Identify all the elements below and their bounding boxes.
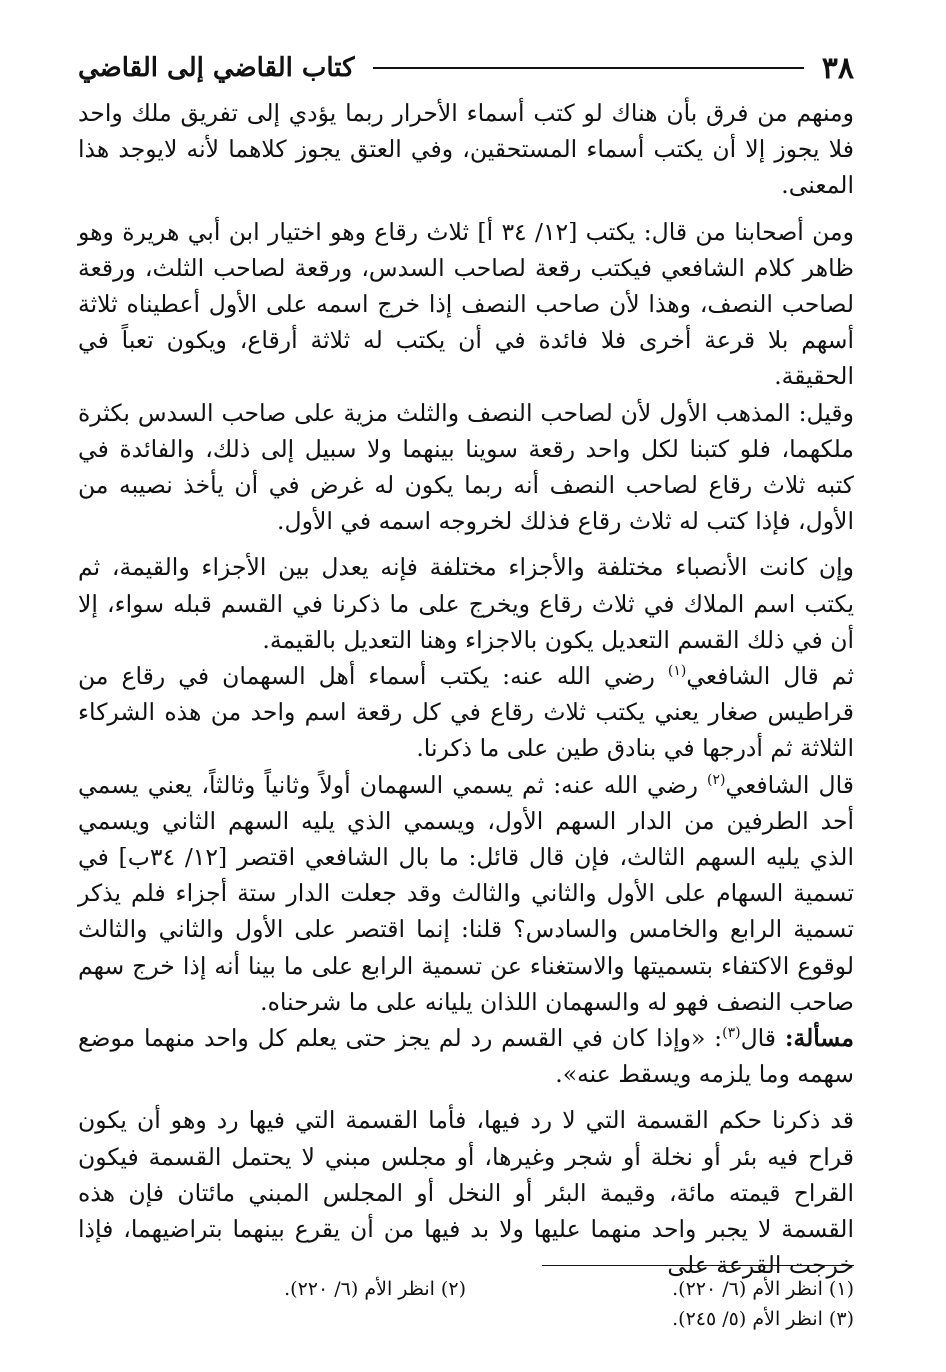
footnote-marker: (٢)	[707, 771, 726, 788]
running-title: كتاب القاضي إلى القاضي	[78, 53, 355, 83]
footnotes	[78, 1274, 854, 1334]
paragraph: قد ذكرنا حكم القسمة التي لا رد فيها، فأما القسمة التي فيها رد وهو أن يكون قراح فيه بئر أو نخلة أو شجر وغيرها، أو مجلس مبني لا يحتمل القسمة فيكون القراح قيمته مائة، وقيمة البئر أو النخل أو المجلس المبني مائتان فإن هذه القسمة لا يجبر واحد منهما عليها ولا بد فيها من أن يقرع بينهما بتراضيهما، فإذا خرجت القرعة على	[78, 1106, 854, 1280]
paragraph-text: : «وإذا كان في القسم رد لم يجز حتى يعلم كل واحد منهما موضع سهمه وما يلزمه ويسقط عنه».	[78, 1024, 854, 1089]
paragraph: وإن كانت الأنصباء مختلفة والأجزاء مختلفة فإنه يعدل بين الأجزاء والقيمة، ثم يكتب اسم الملاك في ثلاث رقاع ويخرج على ما ذكرنا في القسم قبله سواء، إلا أن في ذلك القسم التعديل يكون بالاجزاء وهنا التعديل بالقيمة.	[78, 553, 854, 654]
page-number: ٣٨	[821, 50, 854, 86]
page-header	[78, 48, 854, 88]
paragraph	[78, 658, 854, 767]
header-rule	[373, 67, 804, 69]
footnote-marker: (٣)	[722, 1025, 741, 1042]
paragraph: وقيل: المذهب الأول لأن لصاحب النصف والثلث مزية على صاحب السدس بكثرة ملكهما، فلو كتبنا لكل واحد رقعة سوينا بينهما ولا سبيل إلى ذلك، والفائدة في كتبه ثلاث رقاع لصاحب النصف أنه ربما يكون له غرض في أن يأخذ نصيبه من الأول، فإذا كتب له ثلاث رقاع فذلك لخروجه اسمه في الأول.	[78, 398, 854, 536]
paragraph-text: رضي الله عنه: ثم يسمي السهمان أولاً وثانياً وثالثاً، يعني يسمي أحد الطرفين من الدار السهم الأول، ويسمي الذي يليه السهم الثاني ويسمي الذي يليه السهم الثالث، فإن قال قائل: ما بال الشافعي اقتصر [١٢/ ٣٤ب] في تسمية السهام على الأول والثاني والثالث وقد جعلت الدار ستة أجزاء فلم يذكر تسمية الرابع والخامس والسادس؟ قلنا: إنما اقتصر على الأول والثاني والثالث لوقوع الاكتفاء بتسميتها والاستغناء عن تسمية الرابع على ما بينا أنه إذا خرج سهم صاحب النصف فهو له والسهمان اللذان يليانه على ما شرحناه.	[78, 770, 854, 1016]
paragraph: ومن أصحابنا من قال: يكتب [١٢/ ٣٤ أ] ثلاث رقاع وهو اختيار ابن أبي هريرة وهو ظاهر كلام الشافعي فيكتب رقعة لصاحب السدس، ورقعة لصاحب الثلث، ورقعة لصاحب النصف، وهذا لأن صاحب النصف إذا خرج اسمه على الأول أعطيناه ثلاثة أسهم بلا قرعة أخرى فلا فائدة في أن يكتب له ثلاثة أرقاع، ويكون تعباً في الحقيقة.	[78, 217, 854, 391]
paragraph	[78, 1020, 854, 1092]
paragraph: ومنهم من فرق بأن هناك لو كتب أسماء الأحرار ربما يؤدي إلى تفريق ملك واحد فلا يجوز إلا أن يكتب أسماء المستحقين، وفي العتق يجوز كلاهما لأنه لايوجد هذا المعنى.	[78, 99, 854, 200]
footnote-rule	[542, 1265, 854, 1266]
footnote-row	[78, 1274, 854, 1304]
paragraph-text: ثم قال الشافعي	[686, 662, 854, 691]
footnote: (٣) انظر الأم (٥/ ٢٤٥).	[672, 1308, 854, 1330]
masala-label: مسألة:	[784, 1024, 854, 1053]
footnote-marker: (١)	[667, 663, 687, 680]
footnote: (١) انظر الأم (٦/ ٢٢٠).	[672, 1278, 854, 1300]
paragraph	[78, 767, 854, 1020]
paragraph-text: قال	[740, 1024, 785, 1053]
main-text	[78, 95, 854, 1284]
footnote-row	[78, 1304, 854, 1334]
paragraph-text: رضي الله عنه: يكتب أسماء أهل السهمان في رقاع من قراطيس صغار يعني يكتب ثلاث رقاع في كل رقعة اسم واحد من هذه الشركاء الثلاثة ثم أدرجها في بنادق طين على ما ذكرنا.	[78, 662, 854, 763]
paragraph-text: قال الشافعي	[725, 770, 854, 799]
footnote: (٢) انظر الأم (٦/ ٢٢٠).	[284, 1278, 466, 1300]
